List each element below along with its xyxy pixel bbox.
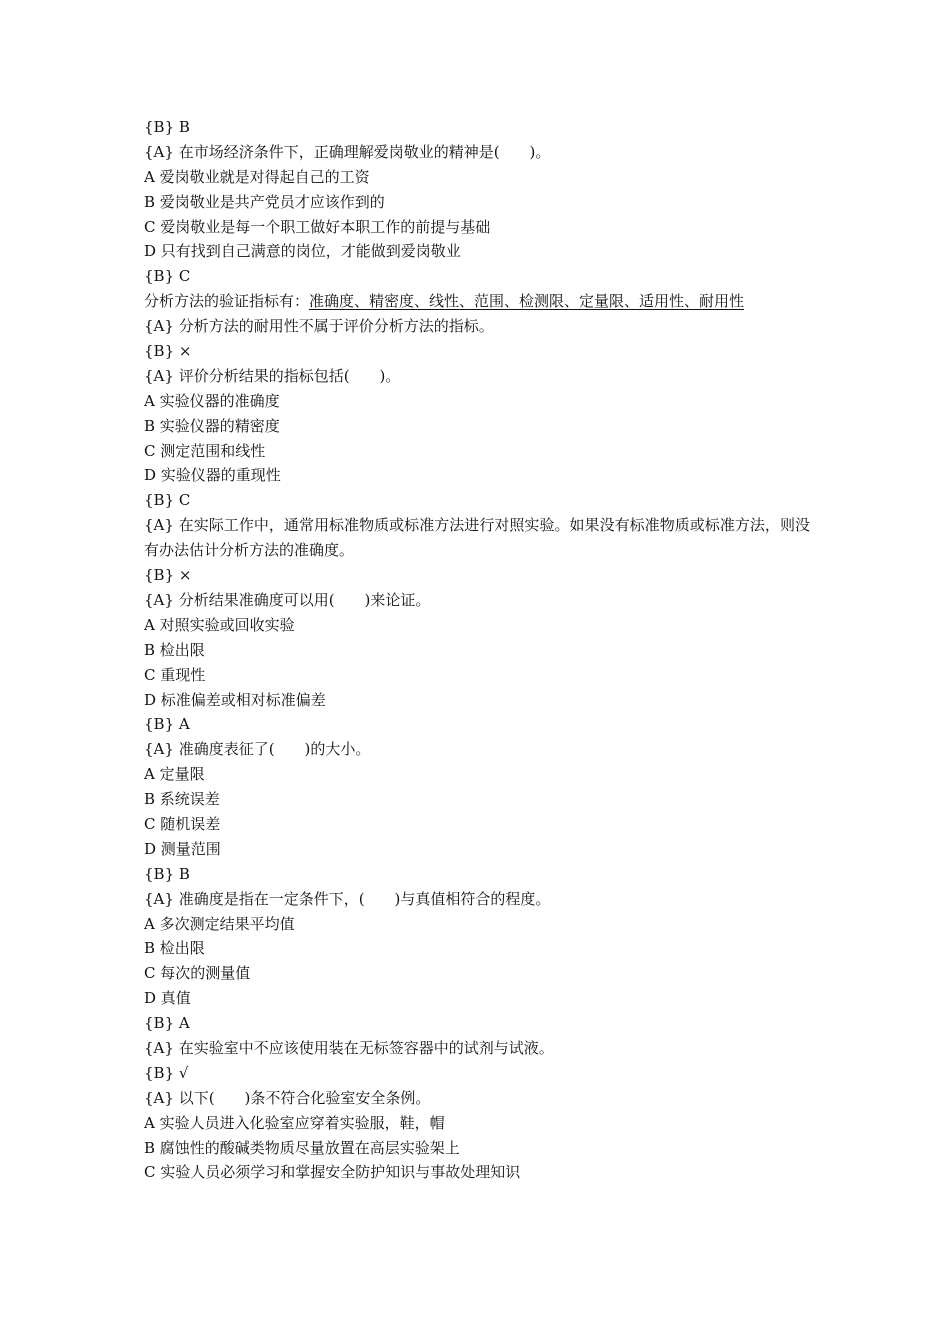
- text-line: A 实验仪器的准确度: [144, 391, 280, 410]
- text-line: B 系统误差: [144, 790, 220, 809]
- note-underlined-indicators: 准确度、精密度、线性、范围、检测限、定量限、适用性、耐用性: [309, 292, 745, 311]
- text-line: {B} B: [144, 864, 190, 883]
- text-line: {B} ×: [144, 342, 192, 361]
- text-line: {B} B: [144, 118, 190, 136]
- text-line: {B} A: [144, 1014, 190, 1033]
- text-line: C 随机误差: [144, 814, 221, 833]
- text-line: {B} C: [144, 491, 191, 510]
- text-line: B 检出限: [144, 640, 205, 659]
- text-line: B 检出限: [144, 939, 205, 958]
- text-line: A 爱岗敬业就是对得起自己的工资: [144, 167, 370, 186]
- text-line: {A} 分析结果准确度可以用( )来论证。: [144, 590, 431, 609]
- text-line: B 爱岗敬业是共产党员才应该作到的: [144, 192, 385, 211]
- text-line: {A} 在市场经济条件下，正确理解爱岗敬业的精神是( )。: [144, 142, 551, 161]
- text-line: C 爱岗敬业是每一个职工做好本职工作的前提与基础: [144, 217, 491, 236]
- text-line: {B} C: [144, 267, 191, 286]
- text-line: A 多次测定结果平均值: [144, 914, 295, 933]
- text-line: B 实验仪器的精密度: [144, 416, 280, 435]
- text-line: {A} 以下( )条不符合化验室安全条例。: [144, 1088, 431, 1107]
- text-line: A 定量限: [144, 765, 205, 784]
- text-line: {A} 准确度是指在一定条件下，( )与真值相符合的程度。: [144, 889, 551, 908]
- text-line: D 实验仪器的重现性: [144, 466, 281, 485]
- text-line: D 测量范围: [144, 839, 221, 858]
- text-line: {B} √: [144, 1063, 189, 1082]
- text-line: {A} 分析方法的耐用性不属于评价分析方法的指标。: [144, 317, 494, 336]
- text-line: C 实验人员必须学习和掌握安全防护知识与事故处理知识: [144, 1163, 521, 1182]
- question-bank-text: [144, 115, 810, 1185]
- text-line: C 测定范围和线性: [144, 441, 266, 460]
- text-line: A 对照实验或回收实验: [144, 615, 295, 634]
- text-paragraph: {A} 在实际工作中，通常用标准物质或标准方法进行对照实验。如果没有标准物质或标准方法，则没有办法估计分析方法的准确度。: [144, 516, 810, 560]
- text-line: C 重现性: [144, 665, 206, 684]
- text-line: {A} 准确度表征了( )的大小。: [144, 740, 371, 759]
- validation-indicators-note: [144, 289, 810, 314]
- text-line: {B} ×: [144, 566, 192, 585]
- text-line: B 腐蚀性的酸碱类物质尽量放置在高层实验架上: [144, 1138, 460, 1157]
- text-line: A 实验人员进入化验室应穿着实验服，鞋，帽: [144, 1113, 445, 1132]
- note-prefix: 分析方法的验证指标有：: [144, 292, 310, 311]
- text-line: C 每次的测量值: [144, 964, 251, 983]
- text-line: D 标准偏差或相对标准偏差: [144, 690, 326, 709]
- text-line: {B} A: [144, 715, 190, 734]
- text-line: {A} 评价分析结果的指标包括( )。: [144, 366, 401, 385]
- text-line: D 只有找到自己满意的岗位，才能做到爱岗敬业: [144, 242, 461, 261]
- text-line: D 真值: [144, 989, 191, 1008]
- text-line: {A} 在实验室中不应该使用装在无标签容器中的试剂与试液。: [144, 1039, 554, 1057]
